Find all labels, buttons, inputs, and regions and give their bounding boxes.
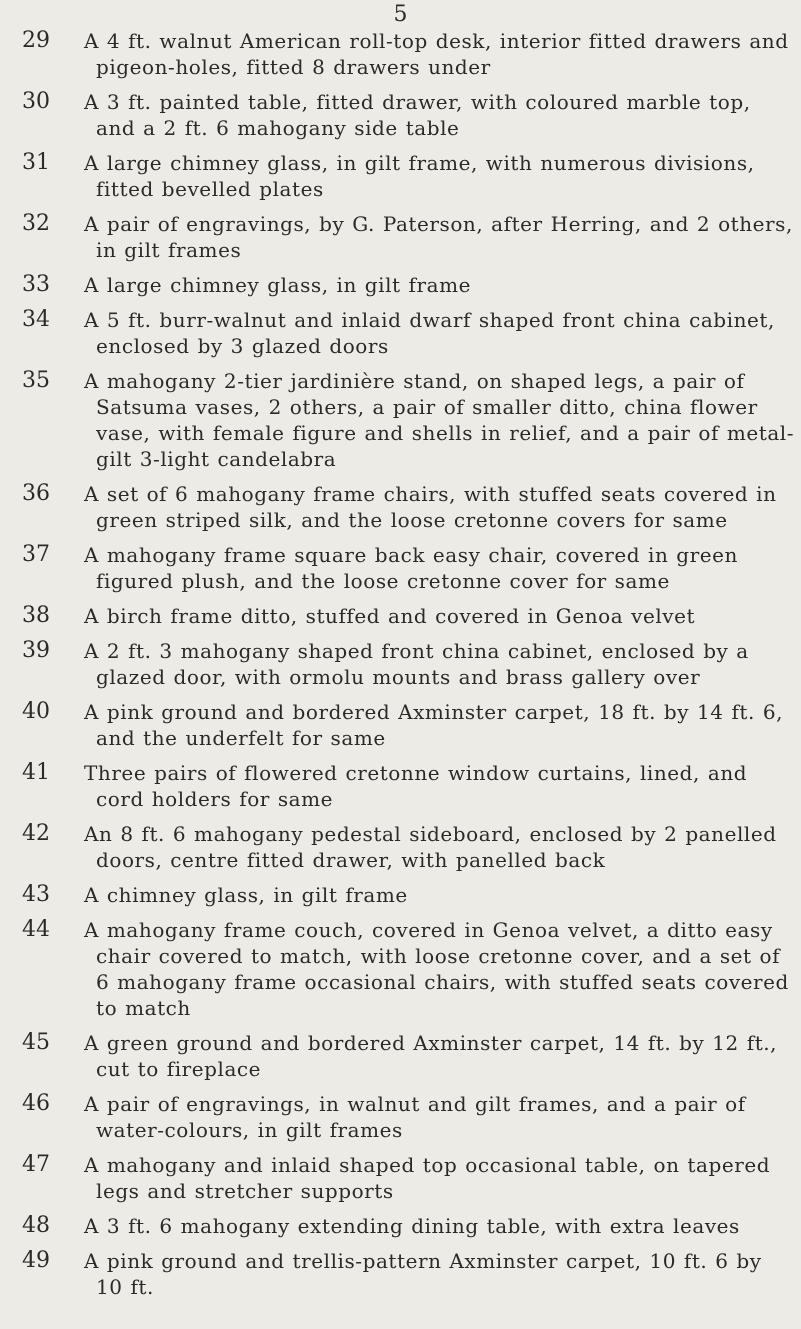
lot-number: 48 (22, 1213, 50, 1238)
lot-description: A pair of engravings, in walnut and gilt frames, and a pair of water-colours, in gilt frames (84, 1092, 746, 1142)
lot-description: An 8 ft. 6 mahogany pedestal sideboard, enclosed by 2 panelled doors, centre fitted drawer, with panelled back (84, 822, 777, 872)
lot-description: A 5 ft. burr-walnut and inlaid dwarf shaped front china cabinet, enclosed by 3 glazed doors (84, 308, 775, 358)
lot-number: 34 (22, 307, 50, 332)
lot-description: A large chimney glass, in gilt frame, with numerous divisions, fitted bevelled plates (84, 151, 755, 201)
lot-entry (0, 481, 801, 533)
lot-entry (0, 882, 801, 908)
lot-description: A 2 ft. 3 mahogany shaped front china cabinet, enclosed by a glazed door, with ormolu mounts and brass gallery over (84, 639, 749, 689)
lot-number: 36 (22, 481, 50, 506)
lot-description: A mahogany 2-tier jardinière stand, on shaped legs, a pair of Satsuma vases, 2 others, a pair of smaller ditto, china flower vase, with female figure and shells in relief, and a pair of metal-gilt 3-light candelabra (84, 369, 795, 471)
lot-description: A mahogany frame couch, covered in Genoa velvet, a ditto easy chair covered to match, with loose cretonne cover, and a set of 6 mahogany frame occasional chairs, with stuffed seats covered to match (84, 918, 789, 1020)
lot-number: 39 (22, 638, 50, 663)
lot-number: 43 (22, 882, 50, 907)
lot-description: A green ground and bordered Axminster carpet, 14 ft. by 12 ft., cut to fireplace (84, 1031, 778, 1081)
lot-entry (0, 307, 801, 359)
lot-list (0, 28, 801, 1309)
lot-number: 37 (22, 542, 50, 567)
lot-entry (0, 1030, 801, 1082)
lot-entry (0, 699, 801, 751)
lot-number: 46 (22, 1091, 50, 1116)
lot-number: 42 (22, 821, 50, 846)
lot-description: A birch frame ditto, stuffed and covered in Genoa velvet (84, 604, 696, 628)
lot-entry (0, 603, 801, 629)
lot-description: A large chimney glass, in gilt frame (84, 273, 471, 297)
lot-number: 47 (22, 1152, 50, 1177)
lot-number: 38 (22, 603, 50, 628)
lot-number: 41 (22, 760, 50, 785)
page-number: 5 (393, 2, 408, 27)
lot-description: A pink ground and bordered Axminster carpet, 18 ft. by 14 ft. 6, and the underfelt for same (84, 700, 784, 750)
lot-number: 29 (22, 28, 50, 53)
lot-entry (0, 211, 801, 263)
lot-description: A mahogany and inlaid shaped top occasional table, on tapered legs and stretcher supports (84, 1153, 771, 1203)
lot-entry (0, 150, 801, 202)
lot-number: 49 (22, 1248, 50, 1273)
lot-description: A set of 6 mahogany frame chairs, with stuffed seats covered in green striped silk, and the loose cretonne covers for same (84, 482, 777, 532)
lot-number: 30 (22, 89, 50, 114)
lot-number: 35 (22, 368, 50, 393)
lot-entry (0, 89, 801, 141)
lot-number: 44 (22, 917, 50, 942)
lot-entry (0, 1248, 801, 1300)
lot-number: 45 (22, 1030, 50, 1055)
lot-description: Three pairs of flowered cretonne window curtains, lined, and cord holders for same (84, 761, 748, 811)
lot-entry (0, 638, 801, 690)
lot-description: A chimney glass, in gilt frame (84, 883, 408, 907)
lot-number: 40 (22, 699, 50, 724)
lot-number: 33 (22, 272, 50, 297)
lot-entry (0, 272, 801, 298)
lot-entry (0, 1213, 801, 1239)
lot-description: A 4 ft. walnut American roll-top desk, interior fitted drawers and pigeon-holes, fitted 8 drawers under (84, 29, 789, 79)
lot-description: A 3 ft. painted table, fitted drawer, with coloured marble top, and a 2 ft. 6 mahogany side table (84, 90, 751, 140)
lot-entry (0, 917, 801, 1021)
lot-entry (0, 28, 801, 80)
lot-description: A pair of engravings, by G. Paterson, after Herring, and 2 others, in gilt frames (84, 212, 793, 262)
lot-entry (0, 542, 801, 594)
lot-description: A mahogany frame square back easy chair, covered in green figured plush, and the loose cretonne cover for same (84, 543, 738, 593)
lot-number: 31 (22, 150, 50, 175)
lot-description: A 3 ft. 6 mahogany extending dining table, with extra leaves (84, 1214, 740, 1238)
lot-entry (0, 821, 801, 873)
lot-number: 32 (22, 211, 50, 236)
lot-entry (0, 760, 801, 812)
lot-entry (0, 368, 801, 472)
lot-entry (0, 1091, 801, 1143)
lot-description: A pink ground and trellis-pattern Axminster carpet, 10 ft. 6 by 10 ft. (84, 1249, 762, 1299)
lot-entry (0, 1152, 801, 1204)
